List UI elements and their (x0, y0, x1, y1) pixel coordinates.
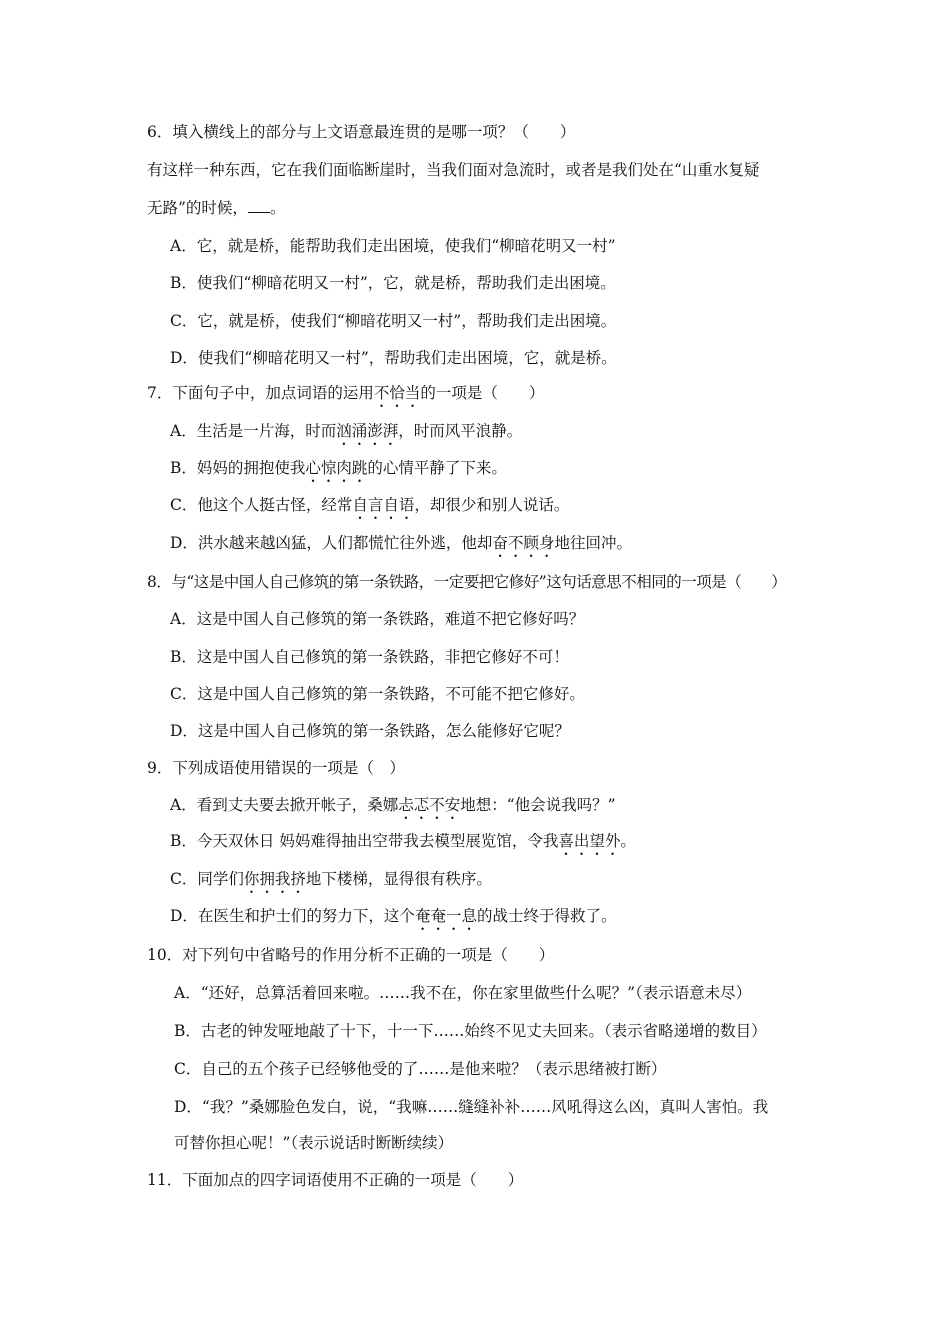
q9-option-b (170, 831, 636, 859)
q7-d-pre: D．洪水越来越凶猛，人们都慌忙往外逃，他却 (170, 534, 493, 552)
q10-option-c: C．自己的五个孩子已经够他受的了……是他来啦？（表示思绪被打断） (174, 1060, 667, 1078)
q7-a-emphasis: 汹涌澎湃 (336, 422, 399, 440)
q10-option-a: A．“还好，总算活着回来啦。……我不在，你在家里做些什么呢？”（表示语意未尽） (174, 984, 752, 1002)
q9-c-post: 地下楼梯，显得很有秩序。 (305, 870, 492, 888)
q7-option-c (170, 495, 569, 523)
q7-stem (147, 383, 544, 411)
q8-stem: 8．与“这是中国人自己修筑的第一条铁路，一定要把它修好”这句话意思不相同的一项是（ ） (147, 573, 787, 591)
q8-option-b: B．这是中国人自己修筑的第一条铁路，非把它修好不可！ (170, 648, 569, 666)
q6-passage-end: 。 (269, 199, 286, 217)
q7-a-post: ，时而风平浪静。 (398, 422, 523, 440)
q9-a-emphasis: 忐忑不安 (398, 796, 461, 814)
q9-option-a (170, 795, 616, 823)
q6-option-d: D．使我们“柳暗花明又一村”，帮助我们走出困境，它，就是桥。 (170, 349, 617, 367)
q9-c-pre: C．同学们 (170, 870, 244, 888)
q6-stem: 6．填入横线上的部分与上文语意最连贯的是哪一项？（ ） (147, 123, 576, 141)
q11-stem: 11．下面加点的四字词语使用不正确的一项是（ ） (147, 1171, 524, 1189)
q6-passage-text: 无路”的时候， (147, 199, 248, 217)
q9-a-post: 地想：“他会说我吗？” (460, 796, 616, 814)
q7-b-emphasis: 心惊肉跳 (305, 459, 368, 477)
q9-stem: 9．下列成语使用错误的一项是（ ） (147, 759, 405, 777)
q9-b-pre: B．今天双休日 妈妈难得抽出空带我去模型展览馆，令我 (170, 832, 559, 850)
q9-b-post: 。 (620, 832, 636, 850)
q7-c-emphasis: 自言自语 (352, 496, 415, 514)
q7-option-a (170, 421, 522, 449)
q8-option-a: A．这是中国人自己修筑的第一条铁路，难道不把它修好吗？ (170, 610, 585, 628)
q6-option-c: C．它，就是桥，使我们“柳暗花明又一村”，帮助我们走出困境。 (170, 312, 617, 330)
q7-stem-emphasis: 不恰当 (373, 384, 421, 402)
q7-c-pre: C．他这个人挺古怪，经常 (170, 496, 353, 514)
q9-b-emphasis: 喜出望外 (558, 832, 621, 850)
q7-a-pre: A．生活是一片海，时而 (170, 422, 337, 440)
q8-option-c: C．这是中国人自己修筑的第一条铁路，不可能不把它修好。 (170, 685, 585, 703)
q7-b-pre: B．妈妈的拥抱使我 (170, 459, 306, 477)
q6-passage-line2 (147, 198, 285, 218)
q7-d-emphasis: 奋不顾身 (492, 534, 555, 552)
q10-option-d-continued: 可替你担心呢！”（表示说话时断断续续） (174, 1134, 454, 1152)
q7-stem-pre: 7．下面句子中，加点词语的运用 (147, 384, 374, 402)
q7-b-post: 的心情平静了下来。 (367, 459, 507, 477)
q9-d-pre: D．在医生和护士们的努力下，这个 (170, 907, 415, 925)
q6-option-a: A．它，就是桥，能帮助我们走出困境，使我们“柳暗花明又一村” (170, 237, 616, 255)
q7-option-d (170, 533, 632, 561)
q9-a-pre: A．看到丈夫要去掀开帐子，桑娜 (170, 796, 399, 814)
q8-option-d: D．这是中国人自己修筑的第一条铁路，怎么能修好它呢？ (170, 722, 570, 740)
q10-option-d: D．“我？”桑娜脸色发白，说，“我嘛……缝缝补补……风吼得这么凶，真叫人害怕。我 (174, 1098, 769, 1116)
q10-option-b: B．古老的钟发哑地敲了十下，十一下……始终不见丈夫回来。（表示省略递增的数目） (174, 1022, 767, 1040)
q9-c-emphasis: 你拥我挤 (243, 870, 306, 888)
q6-option-b: B．使我们“柳暗花明又一村”，它，就是桥，帮助我们走出困境。 (170, 274, 616, 292)
q7-stem-post: 的一项是（ ） (420, 384, 545, 402)
q9-d-post: 的战士终于得救了。 (476, 907, 617, 925)
q7-c-post: ，却很少和别人说话。 (414, 496, 570, 514)
q9-option-d (170, 906, 616, 934)
q9-d-emphasis: 奄奄一息 (414, 907, 477, 925)
q7-d-post: 地往回冲。 (554, 534, 632, 552)
q10-stem: 10．对下列句中省略号的作用分析不正确的一项是（ ） (147, 946, 555, 964)
q6-answer-blank (248, 198, 270, 213)
q7-option-b (170, 458, 507, 486)
q9-option-c (170, 869, 492, 897)
q6-passage-line1: 有这样一种东西，它在我们面临断崖时，当我们面对急流时，或者是我们处在“山重水复疑 (147, 161, 760, 179)
